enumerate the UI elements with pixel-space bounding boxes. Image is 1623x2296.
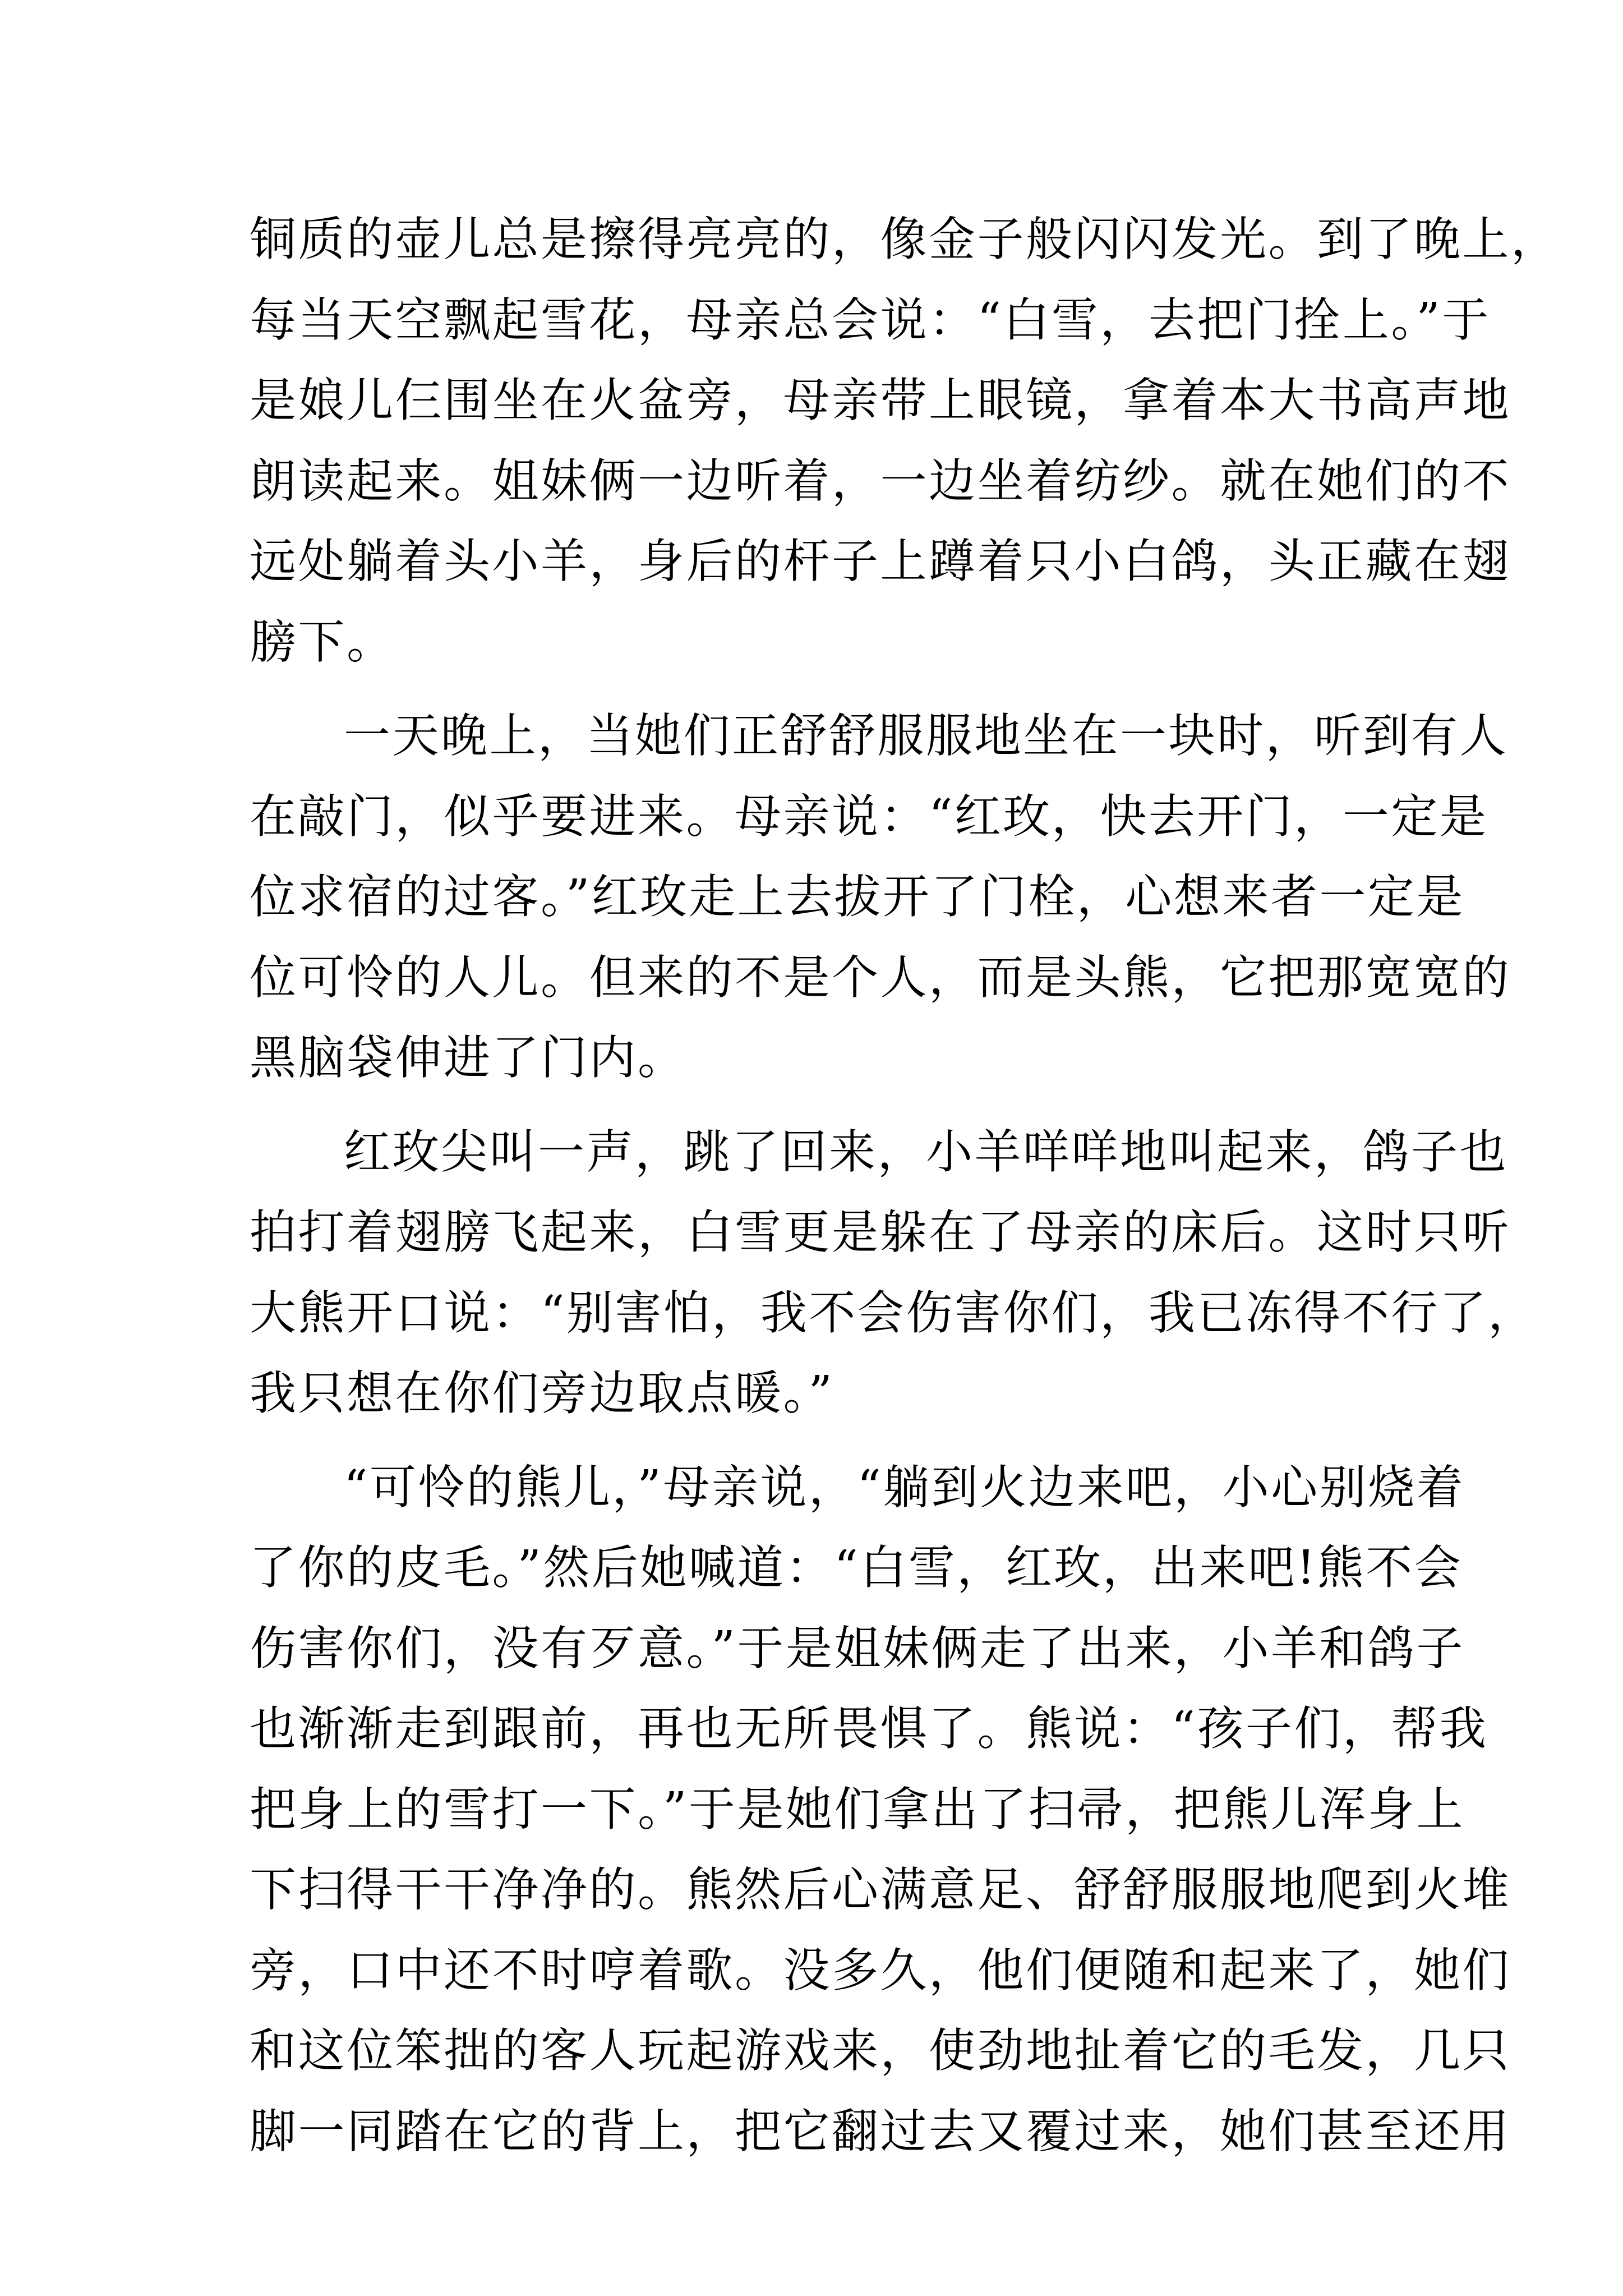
text-line: 了你的皮毛。”然后她喊道：“白雪，红玫，出来吧!熊不会 [250,1540,1463,1595]
text-line: 每当天空飘起雪花，母亲总会说：“白雪，去把门拴上。”于 [250,292,1491,347]
text-line: 我只想在你们旁边取点暖。” [250,1366,834,1420]
paragraph-spacer [250,1434,1394,1447]
text-line: 一天晚上，当她们正舒舒服服地坐在一块时，听到有人 [344,708,1508,763]
text-line: 朗读起来。姐妹俩一边听着，一边坐着纺纱。就在她们的不 [250,453,1511,508]
text-line: 在敲门，似乎要进来。母亲说：“红玫，快去开门，一定是 [250,789,1488,844]
text-line: 旁，口中还不时哼着歌。没多久，他们便随和起来了，她们 [250,1943,1511,1998]
text-line: 把身上的雪打一下。”于是她们拿出了扫帚，把熊儿浑身上 [250,1782,1465,1837]
text-line: 伤害你们，没有歹意。”于是姐妹俩走了出来，小羊和鸽子 [250,1621,1465,1676]
text-line: 和这位笨拙的客人玩起游戏来，使劲地扯着它的毛发，几只 [250,2023,1511,2078]
text-line: 位可怜的人儿。但来的不是个人，而是头熊，它把那宽宽的 [250,950,1511,1005]
text-line: 下扫得干干净净的。熊然后心满意足、舒舒服服地爬到火堆 [250,1862,1511,1917]
text-line: 红玫尖叫一声，跳了回来，小羊咩咩地叫起来，鸽子也 [344,1124,1508,1179]
text-line: 黑脑袋伸进了门内。 [250,1030,686,1085]
paragraph-1 [250,199,1560,682]
text-line: 大熊开口说：“别害怕，我不会伤害你们，我已冻得不行了， [250,1285,1537,1340]
story-text [250,199,1560,2171]
paragraph-2 [250,696,1511,1098]
text-line: 膀下。 [250,614,395,669]
text-line: 位求宿的过客。”红玫走上去拔开了门栓，心想来者一定是 [250,869,1465,924]
text-line: 是娘儿仨围坐在火盆旁，母亲带上眼镜，拿着本大书高声地 [250,373,1511,427]
paragraph-4 [250,1447,1511,2172]
text-line: 远处躺着头小羊，身后的杆子上蹲着只小白鸽，头正藏在翅 [250,534,1511,588]
paragraph-3 [250,1112,1537,1434]
text-line: 铜质的壶儿总是擦得亮亮的，像金子般闪闪发光。到了晚上， [250,212,1560,266]
text-line: 脚一同踏在它的背上，把它翻过去又覆过来，她们甚至还用 [250,2104,1511,2159]
paragraph-spacer [250,682,1394,696]
text-line: “可怜的熊儿，”母亲说，“躺到火边来吧，小心别烧着 [344,1460,1465,1515]
paragraph-spacer [250,1098,1394,1112]
text-line: 拍打着翅膀飞起来，白雪更是躲在了母亲的床后。这时只听 [250,1205,1511,1259]
text-line: 也渐渐走到跟前，再也无所畏惧了。熊说：“孩子们，帮我 [250,1701,1488,1756]
